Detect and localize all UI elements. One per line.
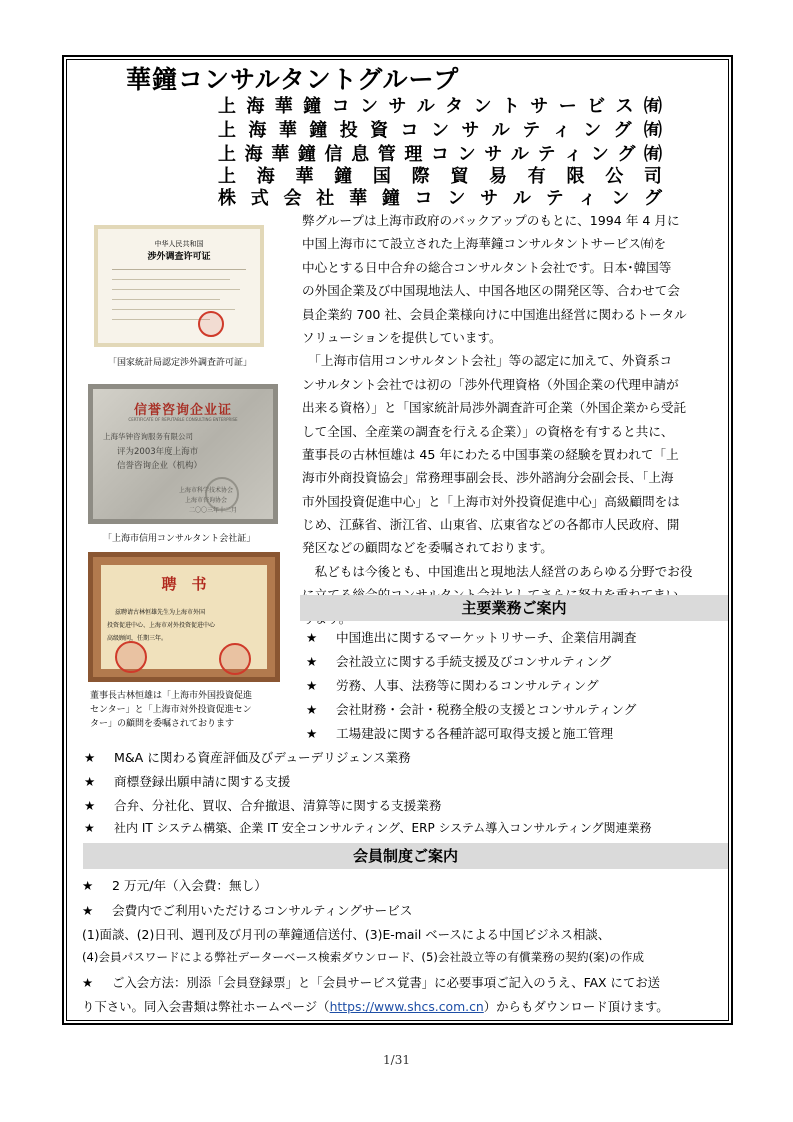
cert3-line1: 兹聘请古林恒雄先生为上海市外国 xyxy=(115,609,206,616)
service-item-label: 中国進出に関するマーケットリサーチ、企業信用調査 xyxy=(336,630,637,645)
intro-line: ソリューションを提供しています。 xyxy=(302,329,502,345)
service-item-label: 社内 IT システム構築、企業 IT 安全コンサルティング、ERP システム導入コンサルティング関連業務 xyxy=(114,821,652,835)
company-name-char: コ xyxy=(414,188,433,209)
company-name-char: ィ xyxy=(564,144,583,165)
company-name-char: ィ xyxy=(578,188,597,209)
company-name-char: ビ xyxy=(587,96,606,117)
company-name-char: 易 xyxy=(489,166,508,187)
company-name-char: 海 xyxy=(248,120,267,141)
company-name-2 xyxy=(218,116,662,142)
company-name-char: ン xyxy=(473,96,492,117)
star-icon: ★ xyxy=(306,726,318,741)
membership-fee-text: 2 万元/年（入会費：無し） xyxy=(112,878,267,893)
company-name-char: ト xyxy=(501,96,520,117)
cert3-caption-line3: ター」の顧問を委嘱されております xyxy=(90,719,235,729)
company-name-char: 資 xyxy=(370,120,389,141)
cert2-line3: 信誉咨询企业（机构） xyxy=(117,461,203,471)
cert2-line2: 评为2003年度上海市 xyxy=(117,447,199,457)
company-name-char: ン xyxy=(611,188,630,209)
company-name-char: 華 xyxy=(349,188,368,209)
star-icon: ★ xyxy=(84,750,96,765)
company-name-char: 信 xyxy=(324,144,343,165)
star-icon: ★ xyxy=(82,878,94,893)
intro-line: 私どもは今後とも、中国進出と現地法人経営のあらゆる分野でお役 xyxy=(302,563,693,579)
cert2-subtitle: CERTIFICATE OF REPUTABLE CONSULTING ENTERPRISE xyxy=(128,417,238,422)
intro-line: の外国企業及び中国現地法人、中国各地区の開発区等、合わせて会 xyxy=(302,283,680,299)
star-icon: ★ xyxy=(306,702,318,717)
membership-apply-text3: ）からもダウンロード頂けます。 xyxy=(483,999,669,1014)
cert2-caption: 「上海市信用コンサルタント会社証」 xyxy=(103,534,256,544)
membership-apply-text: ご入会方法：別添「会員登録票」と「会員サービス覚書」に必要事項ご記入のうえ、FAX にてお送 xyxy=(112,975,661,990)
advisor-appointment-certificate-image xyxy=(88,552,280,682)
company-name-char: 株 xyxy=(218,188,236,209)
company-name-char: タ xyxy=(445,96,464,117)
company-name-char: 鐘 xyxy=(309,120,328,141)
survey-license-certificate-image xyxy=(94,225,264,347)
company-name-char: 海 xyxy=(246,96,265,117)
cert2-seal xyxy=(205,477,239,511)
cert3-seal-left xyxy=(115,641,147,673)
service-item xyxy=(306,675,599,694)
service-item xyxy=(84,819,652,836)
intro-line: じめ、江蘇省、浙江省、山東省、広東省などの各都市人民政府、開 xyxy=(302,517,680,533)
company-name-char: ㈲ xyxy=(644,144,662,165)
company-name-char: ン xyxy=(359,96,378,117)
service-item xyxy=(84,771,290,790)
membership-fee xyxy=(82,875,267,894)
star-icon: ★ xyxy=(306,678,318,693)
company-name-char: 国 xyxy=(372,166,391,187)
company-name-char: ル xyxy=(416,96,435,117)
star-icon: ★ xyxy=(306,630,318,645)
company-name-char: 会 xyxy=(283,188,302,209)
company-name-char: ㈲ xyxy=(643,96,662,117)
company-name-char: ㈲ xyxy=(643,120,662,141)
membership-services-title-text: 会費内でご利用いただけるコンサルティングサービス xyxy=(112,903,413,918)
intro-line: して全国、全産業の調査を行える企業）」の資格を有すると共に、 xyxy=(302,423,674,439)
intro-line: 弊グループは上海市政府のバックアップのもとに、1994 年 4 月に xyxy=(302,213,680,228)
company-name-char: コ xyxy=(431,144,449,165)
service-item-label: 労務、人事、法務等に関わるコンサルティング xyxy=(336,678,599,693)
company-name-char: 鐘 xyxy=(334,166,353,187)
intro-line: 発区などの顧問などを委嘱されております。 xyxy=(302,540,553,556)
company-name-char: 貿 xyxy=(450,166,469,187)
intro-line: 出来る資格）」と「国家統計局渉外調査許可企業（外国企業から受託 xyxy=(302,400,687,416)
company-name-char: 理 xyxy=(404,144,423,165)
cert2-issuer1: 上海市科学技术协会 xyxy=(179,487,234,494)
service-item-label: 商標登録出願申請に関する支援 xyxy=(114,774,291,789)
company-name-char: 投 xyxy=(339,120,358,141)
company-name-char: サ xyxy=(388,96,407,117)
homepage-link[interactable]: https://www.shcs.com.cn xyxy=(329,999,484,1014)
membership-services-line1: (1)面談、(2)日刊、週刊及び月刊の華鐘通信送付、(3)E-mail ベースによる中国ビジネス相談、 xyxy=(82,927,611,942)
service-item-label: 工場建設に関する各種許認可取得支援と施工管理 xyxy=(336,726,614,741)
company-name-char: 華 xyxy=(295,166,314,187)
services-heading: 主要業務ご案内 xyxy=(300,595,728,621)
company-name-char: 上 xyxy=(218,166,236,187)
company-name-char: 鐘 xyxy=(297,144,316,165)
cert3-caption-line2: センター」と「上海市対外投資促進セン xyxy=(90,705,252,715)
star-icon: ★ xyxy=(82,903,94,918)
company-name-char: コ xyxy=(331,96,350,117)
service-item xyxy=(84,747,411,766)
company-name-char: ル xyxy=(491,120,510,141)
company-name-char: ィ xyxy=(552,120,571,141)
service-item xyxy=(306,627,637,646)
company-name-char: ン xyxy=(590,144,609,165)
company-name-char: 華 xyxy=(274,96,293,117)
company-name-char: 際 xyxy=(411,166,430,187)
star-icon: ★ xyxy=(84,774,96,789)
service-item-label: 合弁、分社化、買収、合弁撤退、清算等に関する支援業務 xyxy=(114,798,442,813)
company-name-char: 上 xyxy=(218,144,236,165)
company-name-char: ス xyxy=(615,96,634,117)
company-name-char: ー xyxy=(558,96,577,117)
company-name-char: ン xyxy=(583,120,602,141)
company-name-char: コ xyxy=(400,120,419,141)
intro-line: ンサルタント会社では初の「渉外代理資格（外国企業の代理申請が xyxy=(302,376,679,392)
cert3-caption xyxy=(90,689,252,731)
company-name-char: サ xyxy=(530,96,549,117)
company-name-1 xyxy=(218,92,662,118)
company-name-char: 華 xyxy=(271,144,290,165)
company-name-char: テ xyxy=(545,188,564,209)
company-name-char: 司 xyxy=(643,166,662,187)
intro-text xyxy=(302,209,722,630)
membership-heading: 会員制度ご案内 xyxy=(83,843,728,869)
company-name-char: ン xyxy=(447,188,466,209)
cert3-seal-right xyxy=(219,643,251,675)
company-name-char: テ xyxy=(537,144,556,165)
service-item xyxy=(306,651,611,670)
service-item xyxy=(306,723,613,742)
star-icon: ★ xyxy=(84,798,96,813)
cert2-line1: 上海华钟咨询服务有限公司 xyxy=(103,432,193,441)
company-name-char: ル xyxy=(510,144,529,165)
membership-apply-line2 xyxy=(82,997,669,1015)
company-name-5 xyxy=(218,184,662,210)
company-name-char: ン xyxy=(457,144,476,165)
company-name-char: サ xyxy=(480,188,499,209)
company-name-char: 鐘 xyxy=(381,188,400,209)
membership-apply-line1 xyxy=(82,973,660,991)
service-item xyxy=(306,699,636,718)
cert2-title: 信誉咨询企业证 xyxy=(133,403,232,418)
company-name-char: 上 xyxy=(218,96,236,117)
company-name-char: 有 xyxy=(527,166,546,187)
cert2-issuer2: 上海市咨询协会 xyxy=(185,497,228,504)
company-name-char: 公 xyxy=(605,166,624,187)
group-title: 華鐘コンサルタントグループ xyxy=(126,65,460,94)
cert3-line2: 投资促进中心、上海市对外投资促进中心 xyxy=(107,622,216,629)
cert2-date: 二〇〇三年十二月 xyxy=(189,507,238,514)
cert3-title: 聘 书 xyxy=(161,575,207,593)
company-name-char: 上 xyxy=(218,120,236,141)
service-item xyxy=(84,795,441,814)
membership-apply-text2: り下さい。同入会書類は弊社ホームページ（ xyxy=(82,999,330,1014)
company-name-char: サ xyxy=(461,120,480,141)
intro-line: 董事長の古林恒雄は 45 年にわたる中国事業の経験を買われて「上 xyxy=(302,446,679,462)
company-name-char: 息 xyxy=(351,144,370,165)
cert1-line2: 涉外调查许可证 xyxy=(147,252,211,262)
credit-consulting-certificate-image xyxy=(88,384,278,524)
star-icon: ★ xyxy=(82,975,94,990)
intro-line: 「上海市信用コンサルタント会社」等の認定に加えて、外資系コ xyxy=(302,353,673,369)
cert1-seal xyxy=(198,311,224,337)
cert3-line3: 高级顾问，任期三年。 xyxy=(107,635,168,642)
service-item-label: M&A に関わる資産評価及びデューデリジェンス業務 xyxy=(114,750,411,765)
company-name-char: 式 xyxy=(250,188,269,209)
star-icon: ★ xyxy=(306,654,318,669)
service-item-label: 会社設立に関する手続支援及びコンサルティング xyxy=(336,654,612,669)
intro-line: 中国上海市にて設立された上海華鐘コンサルタントサービス㈲を xyxy=(302,236,667,252)
membership-services-line2: (4)会員パスワードによる弊社データーベース検索ダウンロード、(5)会社設立等の有償業務の契約(案)の作成 xyxy=(82,950,644,964)
page-number: 1/31 xyxy=(383,1053,410,1067)
company-name-char: 海 xyxy=(256,166,275,187)
company-name-char: 海 xyxy=(244,144,263,165)
star-icon: ★ xyxy=(84,821,95,835)
company-name-char: サ xyxy=(484,144,503,165)
intro-line: 中心とする日中合弁の総合コンサルタント会社です。日本･韓国等 xyxy=(302,259,672,275)
company-name-char: グ xyxy=(613,120,632,141)
company-name-char: ン xyxy=(430,120,449,141)
service-item-label: 会社財務・会計・税務全般の支援とコンサルティング xyxy=(336,702,637,717)
company-name-char: 華 xyxy=(278,120,297,141)
cert1-line1: 中华人民共和国 xyxy=(154,240,204,248)
membership-services-title xyxy=(82,900,412,919)
intro-line: 海市外商投資協会」常務理事副会長、渉外諮詢分会副会長、「上海 xyxy=(302,470,674,486)
company-name-char: 社 xyxy=(316,188,335,209)
company-name-char: ル xyxy=(512,188,531,209)
company-name-char: 鐘 xyxy=(303,96,322,117)
company-name-char: 管 xyxy=(377,144,396,165)
intro-line: 市外国投資促進中心」と「上海市対外投資促進中心」高級顧問をは xyxy=(302,493,680,509)
company-name-char: 限 xyxy=(566,166,585,187)
intro-line: 員企業約 700 社、会員企業様向けに中国進出経営に関わるトータル xyxy=(302,306,687,322)
company-name-char: テ xyxy=(522,120,541,141)
company-name-char: グ xyxy=(643,188,662,209)
cert1-caption: 「国家統計局認定渉外調査許可証」 xyxy=(108,358,253,368)
cert3-caption-line1: 董事長古林恒雄は「上海市外国投資促進 xyxy=(90,691,253,701)
company-name-char: グ xyxy=(617,144,636,165)
